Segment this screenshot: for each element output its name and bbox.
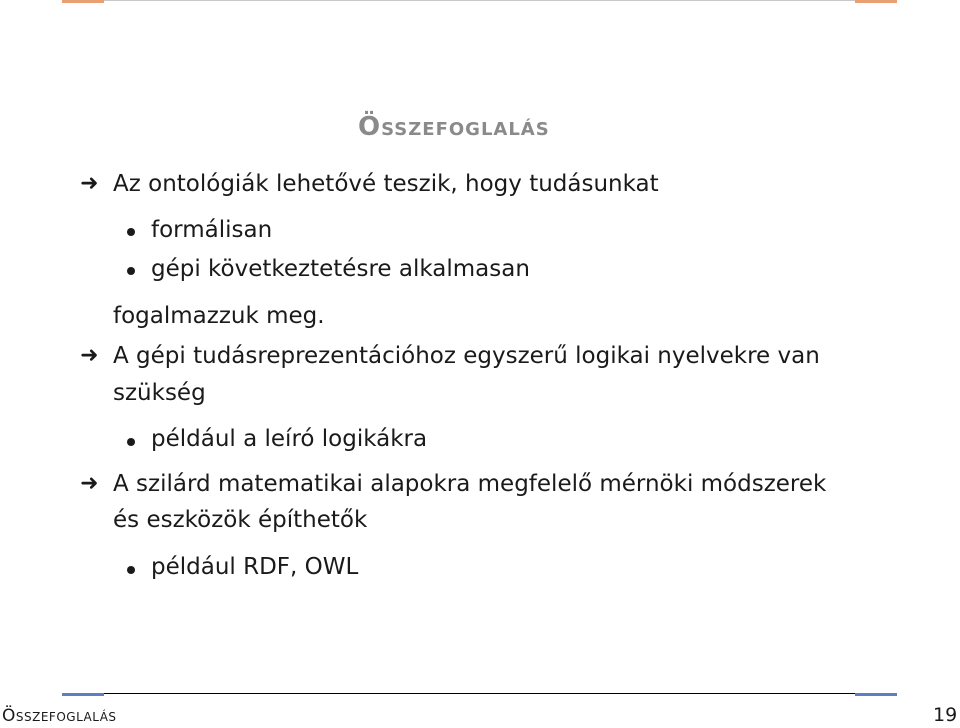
dot-bullet-icon <box>127 566 135 574</box>
footer-section-title: Összefoglalás <box>2 706 117 726</box>
top-accent-right <box>855 0 897 3</box>
subpoint-4: például RDF, OWL <box>151 554 359 580</box>
arrow-bullet-icon: ➜ <box>80 171 99 196</box>
continuation-1: fogalmazzuk meg. <box>113 303 325 329</box>
arrow-bullet-icon: ➜ <box>80 343 99 368</box>
bullet-point-1: Az ontológiák lehetővé teszik, hogy tudásunkat <box>113 171 659 197</box>
bullet-point-2: A gépi tudásreprezentációhoz egyszerű logikai nyelvekre van <box>113 343 820 369</box>
arrow-bullet-icon: ➜ <box>80 471 99 496</box>
subpoint-1: formálisan <box>151 217 273 243</box>
top-accent-left <box>62 0 104 3</box>
top-rule <box>62 0 897 1</box>
subpoint-2: gépi következtetésre alkalmasan <box>151 256 530 282</box>
bottom-accent-right <box>855 693 897 696</box>
dot-bullet-icon <box>127 228 135 236</box>
continuation-2: szükség <box>113 380 206 406</box>
continuation-3: és eszközök építhetők <box>113 507 368 533</box>
dot-bullet-icon <box>127 438 135 446</box>
bullet-point-3: A szilárd matematikai alapokra megfelelő mérnöki módszerek <box>113 471 827 497</box>
bottom-accent-left <box>62 693 104 696</box>
subpoint-3: például a leíró logikákra <box>151 426 428 452</box>
dot-bullet-icon <box>127 267 135 275</box>
page-number: 19 <box>933 704 958 726</box>
bottom-rule <box>62 693 897 694</box>
slide-title: Összefoglalás <box>358 112 550 142</box>
